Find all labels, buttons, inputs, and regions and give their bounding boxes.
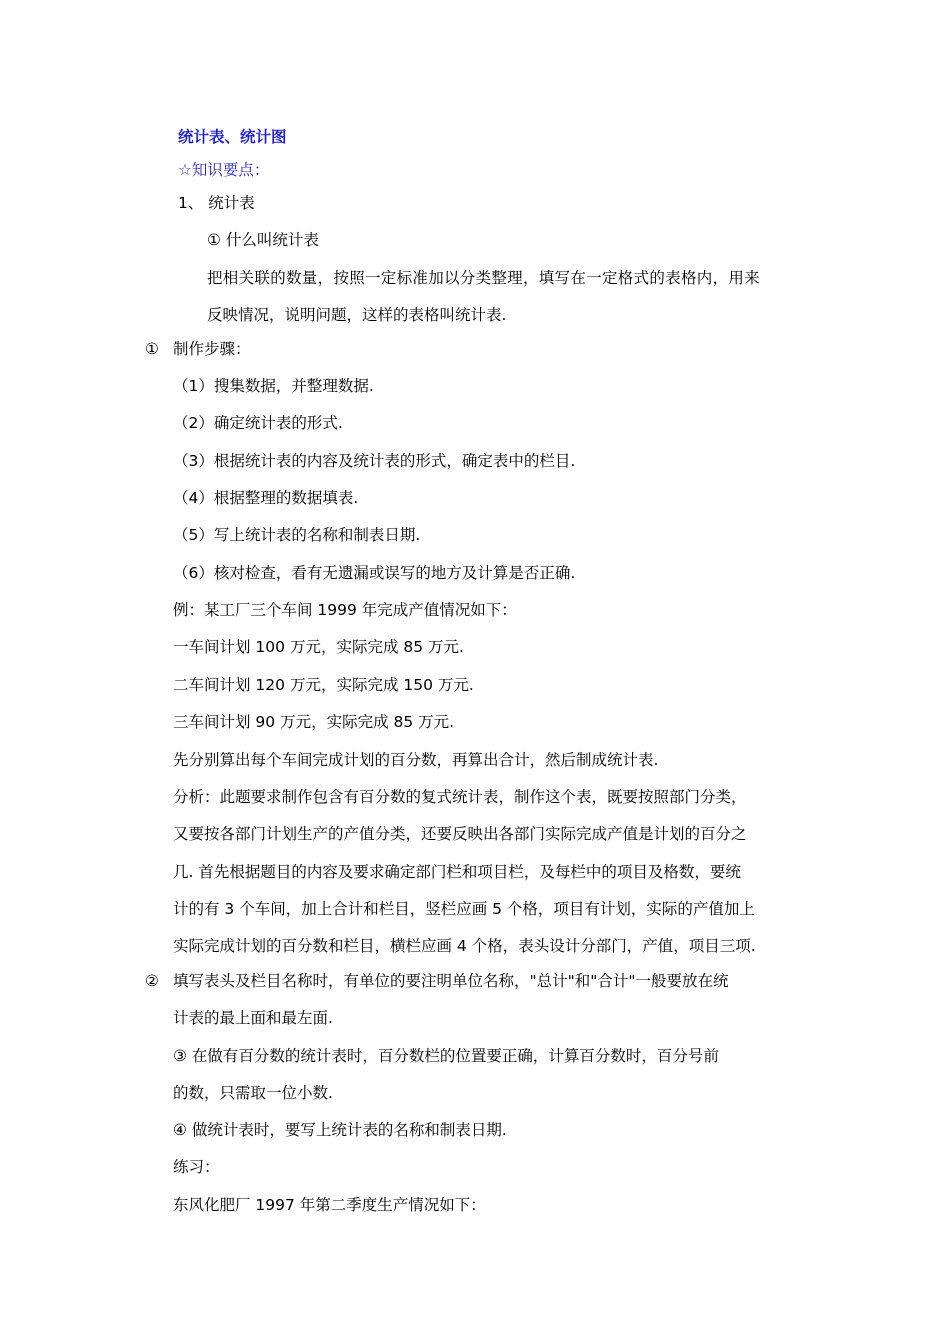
subheading: ① 什么叫统计表 [207, 231, 319, 249]
step-item: （1）搜集数据，并整理数据. [173, 377, 374, 395]
note-line: 的数，只需取一位小数. [173, 1084, 333, 1102]
step-item: （2）确定统计表的形式. [173, 414, 343, 432]
steps-heading: 制作步骤： [173, 340, 251, 358]
example-line: 一车间计划 100 万元，实际完成 85 万元. [173, 638, 464, 656]
note-line: ④ 做统计表时，要写上统计表的名称和制表日期. [173, 1121, 507, 1139]
note-line: 计表的最上面和最左面. [173, 1009, 333, 1027]
example-line: 例：某工厂三个车间 1999 年完成产值情况如下： [173, 601, 517, 619]
practice-text: 东风化肥厂 1997 年第二季度生产情况如下： [173, 1196, 486, 1214]
section-heading: 1、 统计表 [178, 194, 255, 212]
note-line: ③ 在做有百分数的统计表时，百分数栏的位置要正确，计算百分数时，百分号前 [173, 1047, 719, 1065]
example-line: 先分别算出每个车间完成计划的百分数，再算出合计，然后制成统计表. [173, 751, 659, 769]
list-marker: ② [145, 972, 159, 990]
definition-line: 把相关联的数量，按照一定标准加以分类整理，填写在一定格式的表格内，用来 [207, 269, 761, 287]
analysis-line: 分析：此题要求制作包含有百分数的复式统计表，制作这个表，既要按照部门分类， [173, 788, 747, 806]
analysis-line: 计的有 3 个车间，加上合计和栏目，竖栏应画 5 个格，项目有计划，实际的产值加上 [173, 900, 755, 918]
step-item: （5）写上统计表的名称和制表日期. [173, 526, 421, 544]
note-line: 填写表头及栏目名称时，有单位的要注明单位名称，"总计"和"合计"一般要放在统 [173, 972, 729, 990]
analysis-line: 几. 首先根据题目的内容及要求确定部门栏和项目栏，及每栏中的项目及格数，要统 [173, 863, 741, 881]
page-title: 统计表、统计图 [178, 128, 287, 146]
practice-heading: 练习： [173, 1158, 220, 1176]
analysis-line: 实际完成计划的百分数和栏目，横栏应画 4 个格，表头设计分部门，产值，项目三项. [173, 937, 756, 955]
step-item: （3）根据统计表的内容及统计表的形式，确定表中的栏目. [173, 452, 576, 470]
definition-line: 反映情况，说明问题，这样的表格叫统计表. [207, 306, 507, 324]
step-item: （6）核对检查，看有无遗漏或误写的地方及计算是否正确. [173, 564, 576, 582]
example-line: 二车间计划 120 万元，实际完成 150 万元. [173, 676, 474, 694]
knowledge-heading: ☆知识要点： [178, 161, 270, 179]
example-line: 三车间计划 90 万元，实际完成 85 万元. [173, 713, 455, 731]
analysis-line: 又要按各部门计划生产的产值分类，还要反映出各部门实际完成产值是计划的百分之 [173, 825, 747, 843]
list-marker: ① [145, 340, 159, 358]
step-item: （4）根据整理的数据填表. [173, 489, 359, 507]
